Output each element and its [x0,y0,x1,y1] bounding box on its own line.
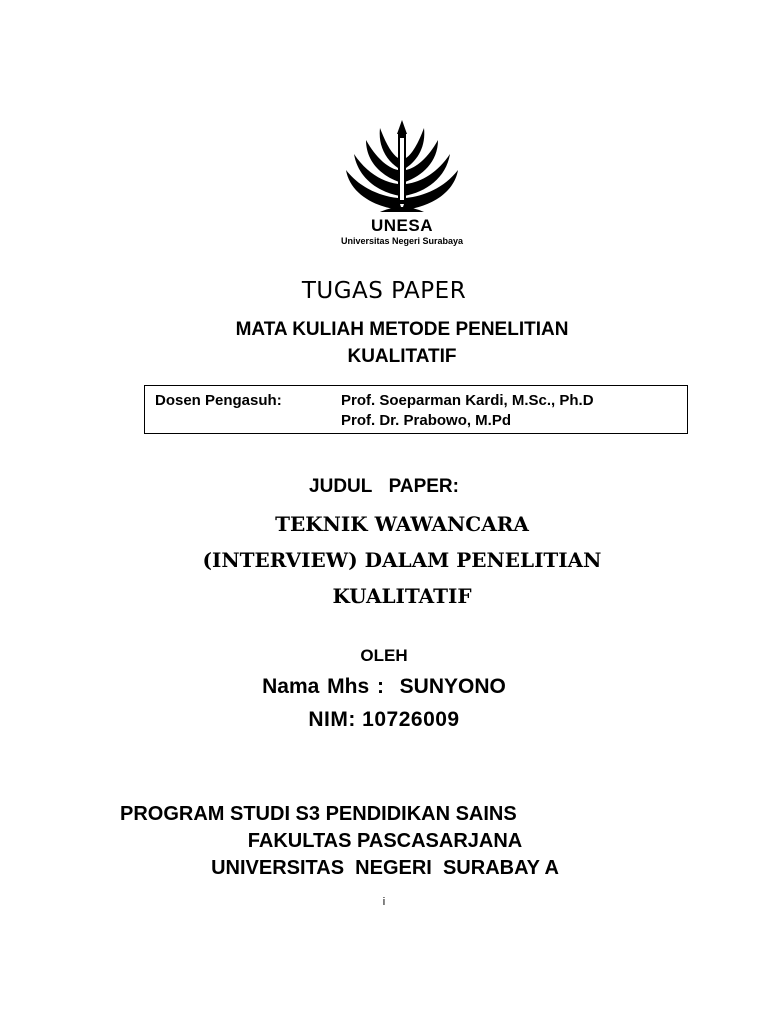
assignment-title: TUGAS PAPER [301,278,467,304]
student-name: Nama Mhs : SUNYONO [262,675,506,698]
paper-title-line2: (INTERVIEW) DALAM PENELITIAN [202,548,602,572]
paper-title-label: JUDUL PAPER: [309,476,459,497]
logo-subtitle: Universitas Negeri Surabaya [340,236,464,246]
institution-faculty: FAKULTAS PASCASARJANA [247,830,523,852]
institution-university: UNIVERSITAS NEGERI SURABAY A [211,857,559,879]
paper-title [170,506,634,614]
paper-title-line3: KUALITATIF [332,584,472,608]
page-number: i [382,896,386,908]
lecturer-name-2: Prof. Dr. Prabowo, M.Pd [341,412,512,429]
course-title-line1: MATA KULIAH METODE PENELITIAN [235,319,569,340]
student-nim: NIM: 10726009 [308,708,460,731]
lecturer-label: Dosen Pengasuh: [155,392,282,409]
institution-program: PROGRAM STUDI S3 PENDIDIKAN SAINS [120,803,517,825]
unesa-logo-icon [336,118,468,250]
institution-block [120,801,650,882]
lecturer-box [144,385,688,434]
unesa-emblem [336,118,468,218]
course-title-line2: KUALITATIF [347,346,457,367]
logo-name: UNESA [370,216,433,235]
course-title [170,316,634,370]
paper-title-line1: TEKNIK WAWANCARA [275,512,529,536]
lecturer-name-1: Prof. Soeparman Kardi, M.Sc., Ph.D [341,392,594,409]
by-label: OLEH [360,646,408,665]
